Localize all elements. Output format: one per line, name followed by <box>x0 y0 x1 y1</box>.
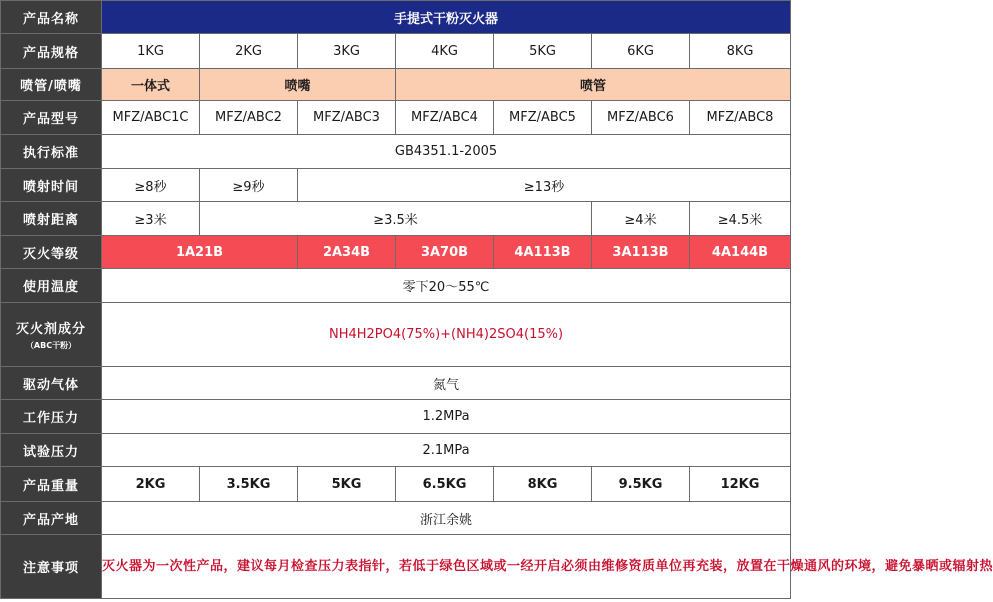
work-pressure-label: 工作压力 <box>1 400 102 434</box>
rating-label: 灭火等级 <box>1 236 102 269</box>
spec-cell: 2KG <box>200 34 298 69</box>
model-cell: MFZ/ABC4 <box>396 101 494 135</box>
standard-label: 执行标准 <box>1 135 102 169</box>
model-cell: MFZ/ABC5 <box>494 101 592 135</box>
test-pressure-value: 2.1MPa <box>102 434 791 467</box>
agent-label-cell <box>1 303 102 367</box>
weight-label: 产品重量 <box>1 467 102 502</box>
row-weight <box>1 467 791 502</box>
drive-gas-label: 驱动气体 <box>1 367 102 400</box>
spray-distance-cell: ≥4.5米 <box>690 202 791 236</box>
row-nozzle <box>1 69 791 101</box>
spray-time-cell: ≥9秒 <box>200 169 298 202</box>
spray-time-cell: ≥13秒 <box>298 169 791 202</box>
weight-cell: 3.5KG <box>200 467 298 502</box>
agent-label: 灭火剂成分 <box>15 322 86 337</box>
model-cell: MFZ/ABC6 <box>592 101 690 135</box>
spec-cell: 1KG <box>102 34 200 69</box>
row-spray-distance <box>1 202 791 236</box>
spec-cell: 6KG <box>592 34 690 69</box>
row-work-pressure <box>1 400 791 434</box>
weight-cell: 5KG <box>298 467 396 502</box>
product-name-label: 产品名称 <box>1 1 102 34</box>
spray-time-label: 喷射时间 <box>1 169 102 202</box>
row-agent <box>1 303 791 367</box>
spray-distance-cell: ≥3.5米 <box>200 202 592 236</box>
rating-cell: 2A34B <box>298 236 396 269</box>
model-cell: MFZ/ABC8 <box>690 101 791 135</box>
row-rating <box>1 236 791 269</box>
standard-value: GB4351.1-2005 <box>102 135 791 169</box>
work-pressure-value: 1.2MPa <box>102 400 791 434</box>
nozzle-cell: 一体式 <box>102 69 200 101</box>
spec-cell: 4KG <box>396 34 494 69</box>
row-spec <box>1 34 791 69</box>
spray-distance-cell: ≥3米 <box>102 202 200 236</box>
weight-cell: 8KG <box>494 467 592 502</box>
spec-label: 产品规格 <box>1 34 102 69</box>
drive-gas-value: 氮气 <box>102 367 791 400</box>
temperature-label: 使用温度 <box>1 269 102 303</box>
product-name-value: 手提式干粉灭火器 <box>102 1 791 34</box>
rating-cell: 3A70B <box>396 236 494 269</box>
spray-distance-label: 喷射距离 <box>1 202 102 236</box>
model-cell: MFZ/ABC1C <box>102 101 200 135</box>
weight-cell: 6.5KG <box>396 467 494 502</box>
notice-label: 注意事项 <box>1 535 102 599</box>
weight-cell: 12KG <box>690 467 791 502</box>
nozzle-cell: 喷嘴 <box>200 69 396 101</box>
model-label: 产品型号 <box>1 101 102 135</box>
origin-label: 产品产地 <box>1 502 102 535</box>
rating-cell: 4A113B <box>494 236 592 269</box>
row-spray-time <box>1 169 791 202</box>
spec-cell: 3KG <box>298 34 396 69</box>
row-origin <box>1 502 791 535</box>
test-pressure-label: 试验压力 <box>1 434 102 467</box>
spray-time-cell: ≥8秒 <box>102 169 200 202</box>
rating-cell: 1A21B <box>102 236 298 269</box>
row-notice <box>1 535 791 599</box>
notice-value: 灭火器为一次性产品，建议每月检查压力表指针，若低于绿色区域或一经开启必须由维修资质单位再充装，放置在干燥通风的环境，避免暴晒或辐射热 <box>102 535 791 599</box>
rating-cell: 4A144B <box>690 236 791 269</box>
spray-distance-cell: ≥4米 <box>592 202 690 236</box>
weight-cell: 9.5KG <box>592 467 690 502</box>
row-drive-gas <box>1 367 791 400</box>
row-standard <box>1 135 791 169</box>
row-temperature <box>1 269 791 303</box>
model-cell: MFZ/ABC2 <box>200 101 298 135</box>
rating-cell: 3A113B <box>592 236 690 269</box>
nozzle-cell: 喷管 <box>396 69 791 101</box>
nozzle-label: 喷管/喷嘴 <box>1 69 102 101</box>
weight-cell: 2KG <box>102 467 200 502</box>
row-product-name <box>1 1 791 34</box>
temperature-value: 零下20～55℃ <box>102 269 791 303</box>
spec-cell: 8KG <box>690 34 791 69</box>
agent-sublabel: （ABC干粉） <box>25 341 77 350</box>
agent-value: NH4H2PO4(75%)+(NH4)2SO4(15%) <box>102 303 791 367</box>
origin-value: 浙江余姚 <box>102 502 791 535</box>
spec-cell: 5KG <box>494 34 592 69</box>
model-cell: MFZ/ABC3 <box>298 101 396 135</box>
row-model <box>1 101 791 135</box>
row-test-pressure <box>1 434 791 467</box>
